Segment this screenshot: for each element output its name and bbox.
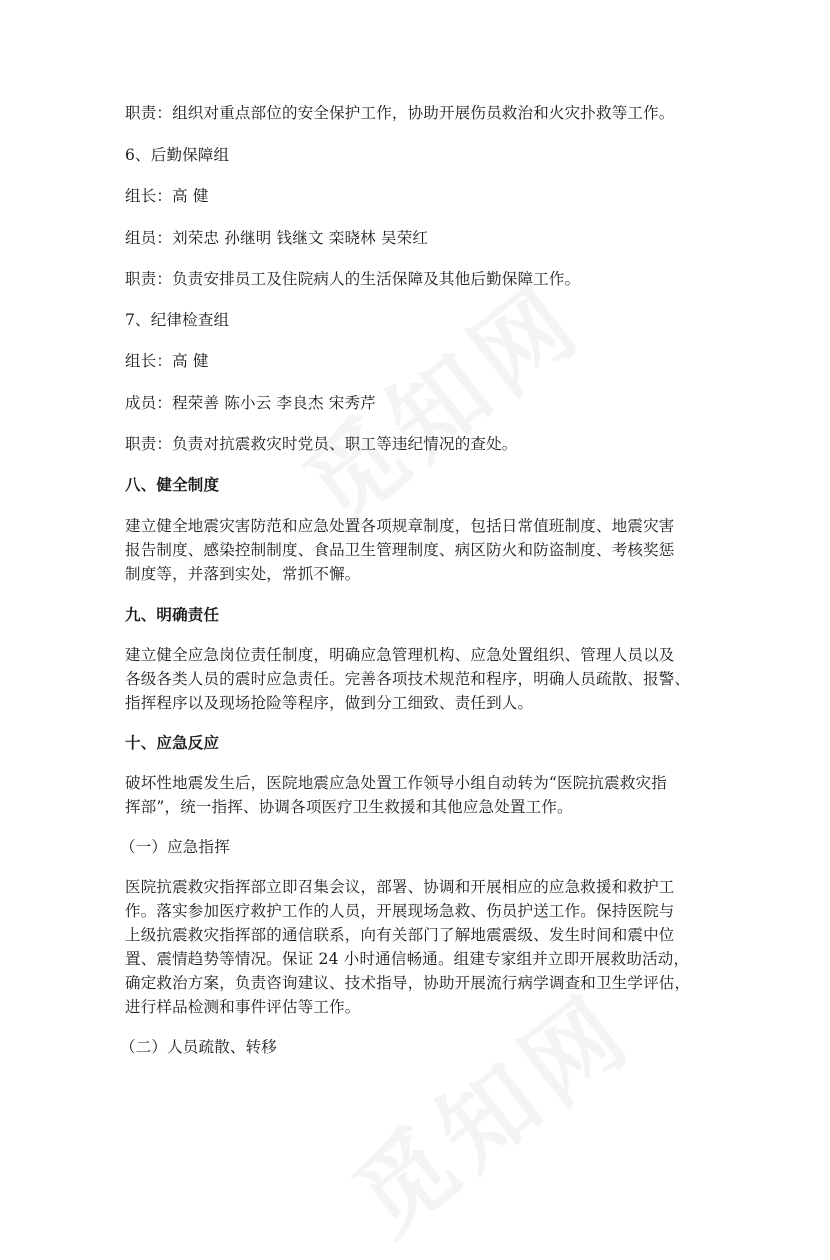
paragraph-line: 上级抗震救灾指挥部的通信联系，向有关部门了解地震震级、发生时间和震中位 xyxy=(125,926,675,944)
paragraph-line: 确定救治方案，负责咨询建议、技术指导，协助开展流行病学调查和卫生学评估， xyxy=(125,974,691,992)
paragraph-line: 制度等，并落到实处，常抓不懈。 xyxy=(125,565,361,583)
heading-9: 九、明确责任 xyxy=(125,606,220,624)
paragraph-line: 医院抗震救灾指挥部立即召集会议，部署、协调和开展相应的应急救援和救护工 xyxy=(125,878,675,896)
paragraph-line: 报告制度、感染控制制度、食品卫生管理制度、病区防火和防盗制度、考核奖惩 xyxy=(125,541,675,559)
subheading-2: （二）人员疏散、转移 xyxy=(120,1038,278,1056)
paragraph-line: 置、震情趋势等情况。保证 24 小时通信畅通。组建专家组并立即开展救助活动， xyxy=(125,950,690,968)
duty-line: 职责：负责对抗震救灾时党员、职工等违纪情况的查处。 xyxy=(125,435,518,453)
paragraph-line: 进行样品检测和事件评估等工作。 xyxy=(125,998,361,1016)
duty-line: 职责：负责安排员工及住院病人的生活保障及其他后勤保障工作。 xyxy=(125,270,581,288)
paragraph-line: 作。落实参加医疗救护工作的人员，开展现场急救、伤员护送工作。保持医院与 xyxy=(125,902,675,920)
paragraph-line: 各级各类人员的震时应急责任。完善各项技术规范和程序，明确人员疏散、报警、 xyxy=(125,670,691,688)
leader-line: 组长：高 健 xyxy=(125,187,209,205)
members-line: 组员：刘荣忠 孙继明 钱继文 栾晓林 吴荣红 xyxy=(125,229,429,247)
leader-line: 组长：高 健 xyxy=(125,352,209,370)
paragraph-line: 挥部”，统一指挥、协调各项医疗卫生救援和其他应急处置工作。 xyxy=(125,798,573,816)
section-discipline-title: 7、纪律检查组 xyxy=(125,311,230,329)
duty-line: 职责：组织对重点部位的安全保护工作，协助开展伤员救治和火灾扑救等工作。 xyxy=(125,104,675,122)
heading-8: 八、健全制度 xyxy=(125,476,220,494)
paragraph-line: 指挥程序以及现场抢险等程序，做到分工细致、责任到人。 xyxy=(125,694,534,712)
members-line: 成员：程荣善 陈小云 李良杰 宋秀芹 xyxy=(125,394,376,412)
heading-10: 十、应急反应 xyxy=(125,734,220,752)
subheading-1: （一）应急指挥 xyxy=(120,838,230,856)
section-logistics-title: 6、后勤保障组 xyxy=(125,146,230,164)
paragraph-line: 建立健全应急岗位责任制度，明确应急管理机构、应急处置组织、管理人员以及 xyxy=(125,646,675,664)
paragraph-line: 破坏性地震发生后，医院地震应急处置工作领导小组自动转为“医院抗震救灾指 xyxy=(125,774,667,792)
paragraph-line: 建立健全地震灾害防范和应急处置各项规章制度，包括日常值班制度、地震灾害 xyxy=(125,517,675,535)
